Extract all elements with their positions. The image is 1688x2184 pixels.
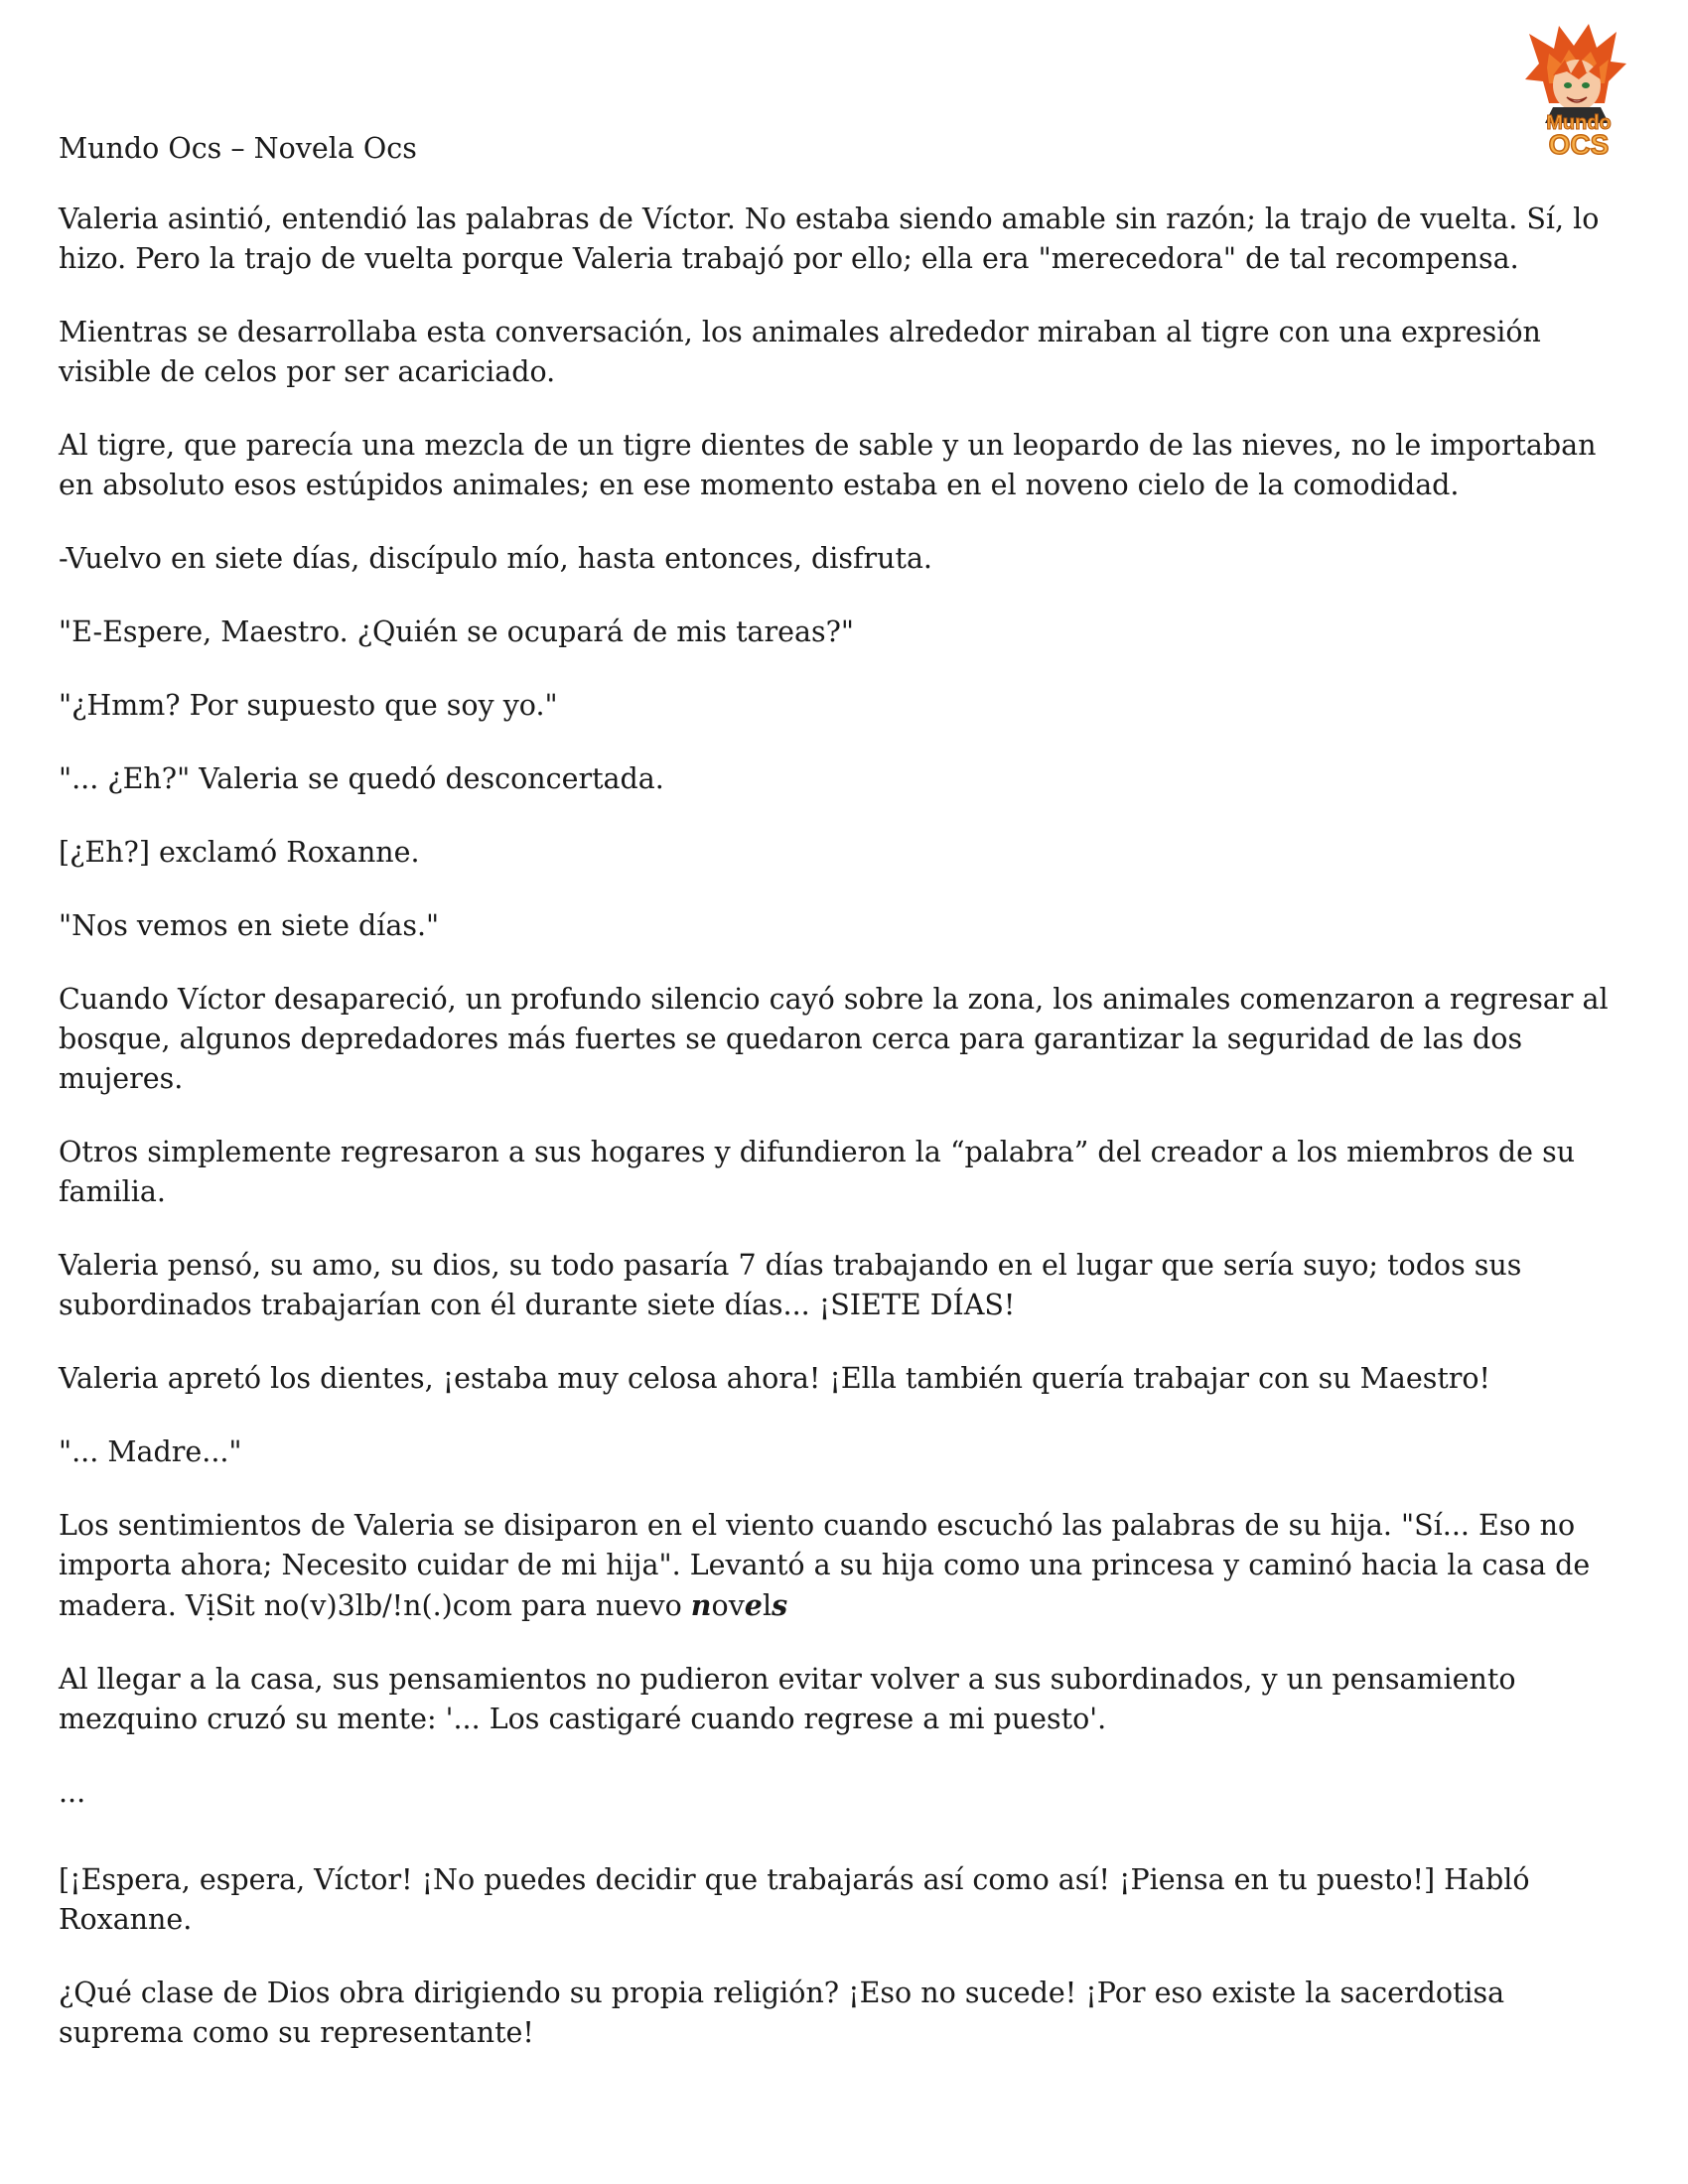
watermark-text: l	[762, 1589, 773, 1622]
paragraph: -Vuelvo en siete días, discípulo mío, hasta entonces, disfruta.	[59, 542, 932, 575]
paragraph: "Nos vemos en siete días."	[59, 909, 440, 942]
svg-text:Mundo: Mundo	[1546, 112, 1612, 134]
paragraph: "... Madre..."	[59, 1435, 242, 1468]
paragraph: "¿Hmm? Por supuesto que soy yo."	[59, 689, 558, 722]
paragraph: [¿Eh?] exclamó Roxanne.	[59, 836, 420, 869]
paragraph: "... ¿Eh?" Valeria se quedó desconcertada.	[59, 762, 664, 795]
paragraph: Al tigre, que parecía una mezcla de un tigre dientes de sable y un leopardo de las nieves, no le importaban en absoluto esos estúpidos animales; en ese momento estaba en el noveno cielo de la comodidad.	[59, 429, 1597, 501]
paragraph: Valeria apretó los dientes, ¡estaba muy celosa ahora! ¡Ella también quería trabajar con su Maestro!	[59, 1362, 1491, 1395]
paragraph-with-watermark	[59, 1506, 1637, 1626]
svg-text:OCS: OCS	[1548, 129, 1610, 158]
paragraph: "E-Espere, Maestro. ¿Quién se ocupará de mis tareas?"	[59, 615, 855, 648]
ellipsis-separator: ...	[59, 1776, 86, 1809]
paragraph: Valeria asintió, entendió las palabras de Víctor. No estaba siendo amable sin razón; la trajo de vuelta. Sí, lo hizo. Pero la trajo de vuelta porque Valeria trabajó por ello; ella era "merecedora" de tal recompensa.	[59, 203, 1600, 275]
paragraph: Cuando Víctor desapareció, un profundo silencio cayó sobre la zona, los animales comenzaron a regresar al bosque, algunos depredadores más fuertes se quedaron cerca para garantizar la seguridad de las dos mujeres.	[59, 983, 1609, 1095]
paragraph: Valeria pensó, su amo, su dios, su todo pasaría 7 días trabajando en el lugar que sería suyo; todos sus subordinados trabajarían con él durante siete días... ¡SIETE DÍAS!	[59, 1249, 1522, 1321]
watermark-emphasis: s	[772, 1588, 788, 1622]
watermark-emphasis: n	[690, 1588, 712, 1622]
paragraph: Mientras se desarrollaba esta conversación, los animales alrededor miraban al tigre con una expresión visible de celos por ser acariciado.	[59, 316, 1541, 388]
paragraph: ¿Qué clase de Dios obra dirigiendo su propia religión? ¡Eso no sucede! ¡Por eso existe la sacerdotisa suprema como su representante!	[59, 1977, 1505, 2049]
watermark-emphasis: e	[744, 1588, 763, 1622]
watermark-text: ov	[711, 1589, 745, 1622]
site-title: Mundo Ocs – Novela Ocs	[59, 132, 417, 165]
paragraph: Otros simplemente regresaron a sus hogares y difundieron la “palabra” del creador a los miembros de su familia.	[59, 1136, 1576, 1208]
paragraph-text: Los sentimientos de Valeria se disiparon en el viento cuando escuchó las palabras de su hija. "Sí... Eso no importa ahora; Necesito cuidar de mi hija". Levantó a su hija como una princesa y caminó hacia la casa de madera.	[59, 1509, 1591, 1622]
watermark-text: VịSit no(v)3lb/!n(.)com para nuevo	[185, 1589, 691, 1622]
paragraph: Al llegar a la casa, sus pensamientos no pudieron evitar volver a sus subordinados, y un pensamiento mezquino cruzó su mente: '... Los castigaré cuando regrese a mi puesto'.	[59, 1663, 1516, 1735]
document-body	[59, 129, 1637, 2087]
paragraph: [¡Espera, espera, Víctor! ¡No puedes decidir que trabajarás así como así! ¡Piensa en tu puesto!] Habló Roxanne.	[59, 1863, 1530, 1936]
